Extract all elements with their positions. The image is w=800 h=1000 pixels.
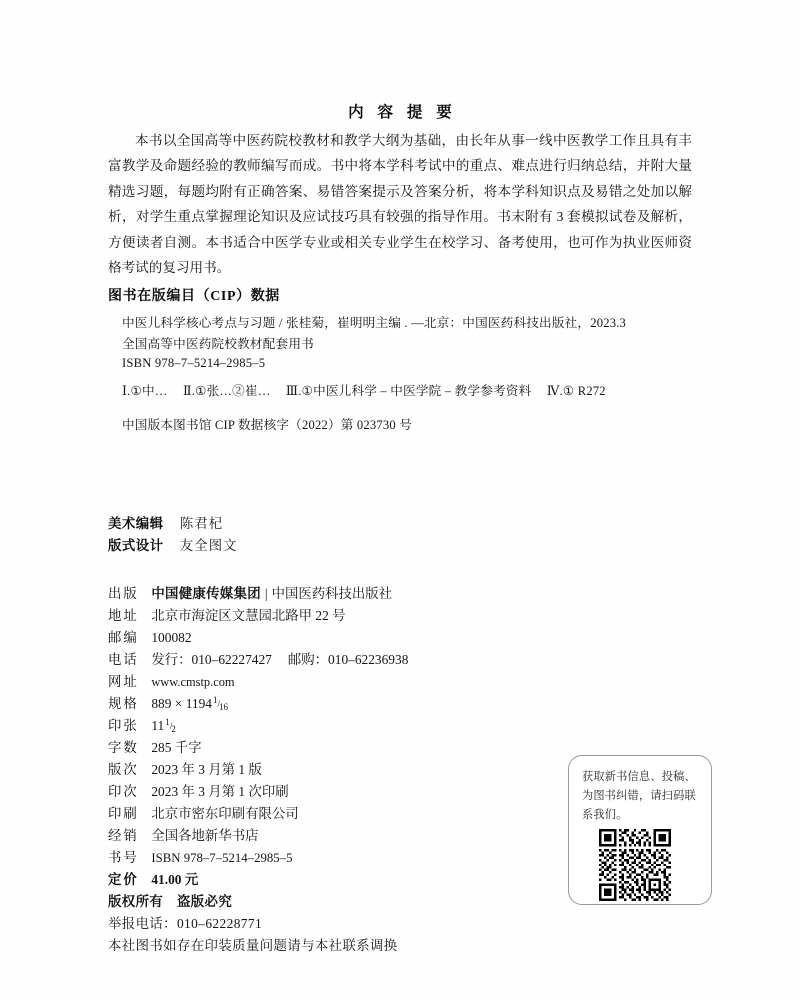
sheets-count: 11 — [151, 718, 165, 733]
imprint-label-printer: 印刷 — [108, 806, 139, 821]
content-summary-title: 内 容 提 要 — [348, 104, 457, 121]
publisher-separator: | — [264, 586, 268, 601]
imprint-value-postcode: 100082 — [151, 630, 192, 645]
format-fraction-numerator: 1 — [212, 695, 218, 705]
imprint-value-word-count: 285 千字 — [151, 740, 202, 755]
imprint-row-address — [108, 605, 346, 624]
copyright-notice: 版权所有 盗版必究 — [108, 894, 233, 909]
cip-series-line: 全国高等中医药院校教材配套用书 — [122, 337, 314, 351]
imprint-value-sheets — [151, 718, 176, 734]
credit-row-layout-design — [108, 535, 237, 554]
imprint-label-distributor: 经销 — [108, 828, 139, 843]
imprint-label-edition: 版次 — [108, 762, 139, 777]
imprint-row-edition — [108, 759, 262, 778]
report-phone-line: 举报电话：010–62228771 — [108, 916, 263, 931]
imprint-label-website: 网址 — [108, 674, 139, 689]
imprint-label-word-count: 字数 — [108, 740, 139, 755]
imprint-row-sheets — [108, 715, 177, 734]
imprint-label-book-number: 书号 — [108, 850, 139, 865]
imprint-value-printer: 北京市密东印刷有限公司 — [151, 806, 299, 821]
phone-mailorder-label: 邮购： — [287, 652, 329, 667]
publisher-brand: 中国健康传媒集团 — [151, 586, 261, 601]
sheets-fraction — [165, 717, 177, 734]
imprint-label-postcode: 邮编 — [108, 630, 139, 645]
imprint-row-phone — [108, 649, 408, 668]
imprint-row-printer — [108, 803, 299, 822]
imprint-label-format: 规格 — [108, 696, 139, 711]
imprint-row-distributor — [108, 825, 258, 844]
cip-isbn-line: ISBN 978–7–5214–2985–5 — [122, 356, 266, 370]
credit-value-layout-design: 友全图文 — [179, 538, 238, 553]
publisher-name: 中国医药科技出版社 — [271, 586, 393, 601]
cip-title-line: 中医儿科学核心考点与习题 / 张桂菊，崔明明主编 . —北京：中国医药科技出版社，2023.3 — [122, 316, 627, 330]
format-fraction — [212, 695, 229, 712]
imprint-label-printing: 印次 — [108, 784, 139, 799]
cip-class-iii: Ⅲ.①中医儿科学 – 中医学院 – 教学参考资料 — [285, 384, 532, 398]
credit-value-art-editor: 陈君杞 — [179, 516, 224, 531]
sheets-fraction-denominator: 2 — [171, 724, 176, 734]
credit-label-layout-design: 版式设计 — [108, 538, 164, 553]
imprint-row-format — [108, 693, 229, 712]
imprint-value-book-number: ISBN 978–7–5214–2985–5 — [151, 851, 293, 865]
imprint-value-price: 41.00 元 — [151, 872, 199, 887]
imprint-row-website — [108, 671, 235, 690]
cip-heading: 图书在版编目（CIP）数据 — [108, 289, 280, 304]
imprint-value-website[interactable]: www.cmstp.com — [151, 675, 235, 689]
imprint-label-sheets: 印张 — [108, 718, 139, 733]
phone-distribution-value: 010–62227427 — [191, 652, 272, 667]
imprint-row-price — [108, 869, 198, 888]
imprint-value-phone — [151, 649, 408, 668]
imprint-value-printing: 2023 年 3 月第 1 次印刷 — [151, 784, 289, 799]
imprint-value-address: 北京市海淀区文慧园北路甲 22 号 — [151, 608, 346, 623]
cip-class-ii: Ⅱ.①张…②崔… — [182, 384, 271, 398]
imprint-label-price: 定价 — [108, 872, 139, 887]
format-fraction-slash: / — [217, 699, 220, 709]
quality-exchange-notice: 本社图书如存在印装质量问题请与本社联系调换 — [108, 938, 398, 953]
qr-code-icon[interactable] — [599, 829, 671, 901]
content-summary-body: 本书以全国高等中医药院校教材和教学大纲为基础，由长年从事一线中医教学工作且具有丰富教学及命题经验的教师编写而成。书中将本学科考试中的重点、难点进行归纳总结，并附大量精选习题，每题均附有正确答案、易错答案提示及答案分析，将本学科知识点及易错之处加以解析，对学生重点掌握理论知识及应试技巧具有较强的指导作用。书末附有 3 套模拟试卷及解析，方便读者自测。本书适合中医学专业或相关专业学生在校学习、备考使用，也可作为执业医师资格考试的复习用书。 — [108, 133, 692, 276]
credit-label-art-editor: 美术编辑 — [108, 516, 164, 531]
imprint-value-format — [151, 696, 229, 712]
format-dimensions: 889 × 1194 — [151, 696, 212, 711]
format-fraction-denominator: 16 — [219, 702, 228, 712]
imprint-row-word-count — [108, 737, 202, 756]
credit-row-art-editor — [108, 513, 223, 532]
cip-class-iv: Ⅳ.① R272 — [546, 384, 606, 398]
imprint-label-address: 地址 — [108, 608, 139, 623]
cip-classification-line — [122, 380, 618, 399]
sheets-fraction-numerator: 1 — [165, 717, 170, 727]
imprint-row-book-number — [108, 847, 293, 866]
imprint-label-publisher: 出版 — [108, 586, 139, 601]
qr-panel-text: 获取新书信息、投稿、为图书纠错，请扫码联系我们。 — [582, 770, 696, 821]
imprint-value-publisher — [151, 583, 392, 602]
cip-registration-number: 中国版本图书馆 CIP 数据核字（2022）第 023730 号 — [122, 418, 412, 432]
imprint-value-distributor: 全国各地新华书店 — [151, 828, 259, 843]
cip-class-i: Ⅰ.①中… — [122, 384, 168, 398]
imprint-row-printing — [108, 781, 289, 800]
phone-distribution-label: 发行： — [151, 652, 192, 667]
imprint-label-phone: 电话 — [108, 652, 139, 667]
qr-contact-panel — [568, 755, 712, 905]
phone-mailorder-value: 010–62236938 — [328, 652, 409, 667]
imprint-row-publisher — [108, 583, 392, 602]
imprint-row-postcode — [108, 627, 192, 646]
sheets-fraction-slash: / — [169, 721, 173, 731]
imprint-value-edition: 2023 年 3 月第 1 版 — [151, 762, 262, 777]
